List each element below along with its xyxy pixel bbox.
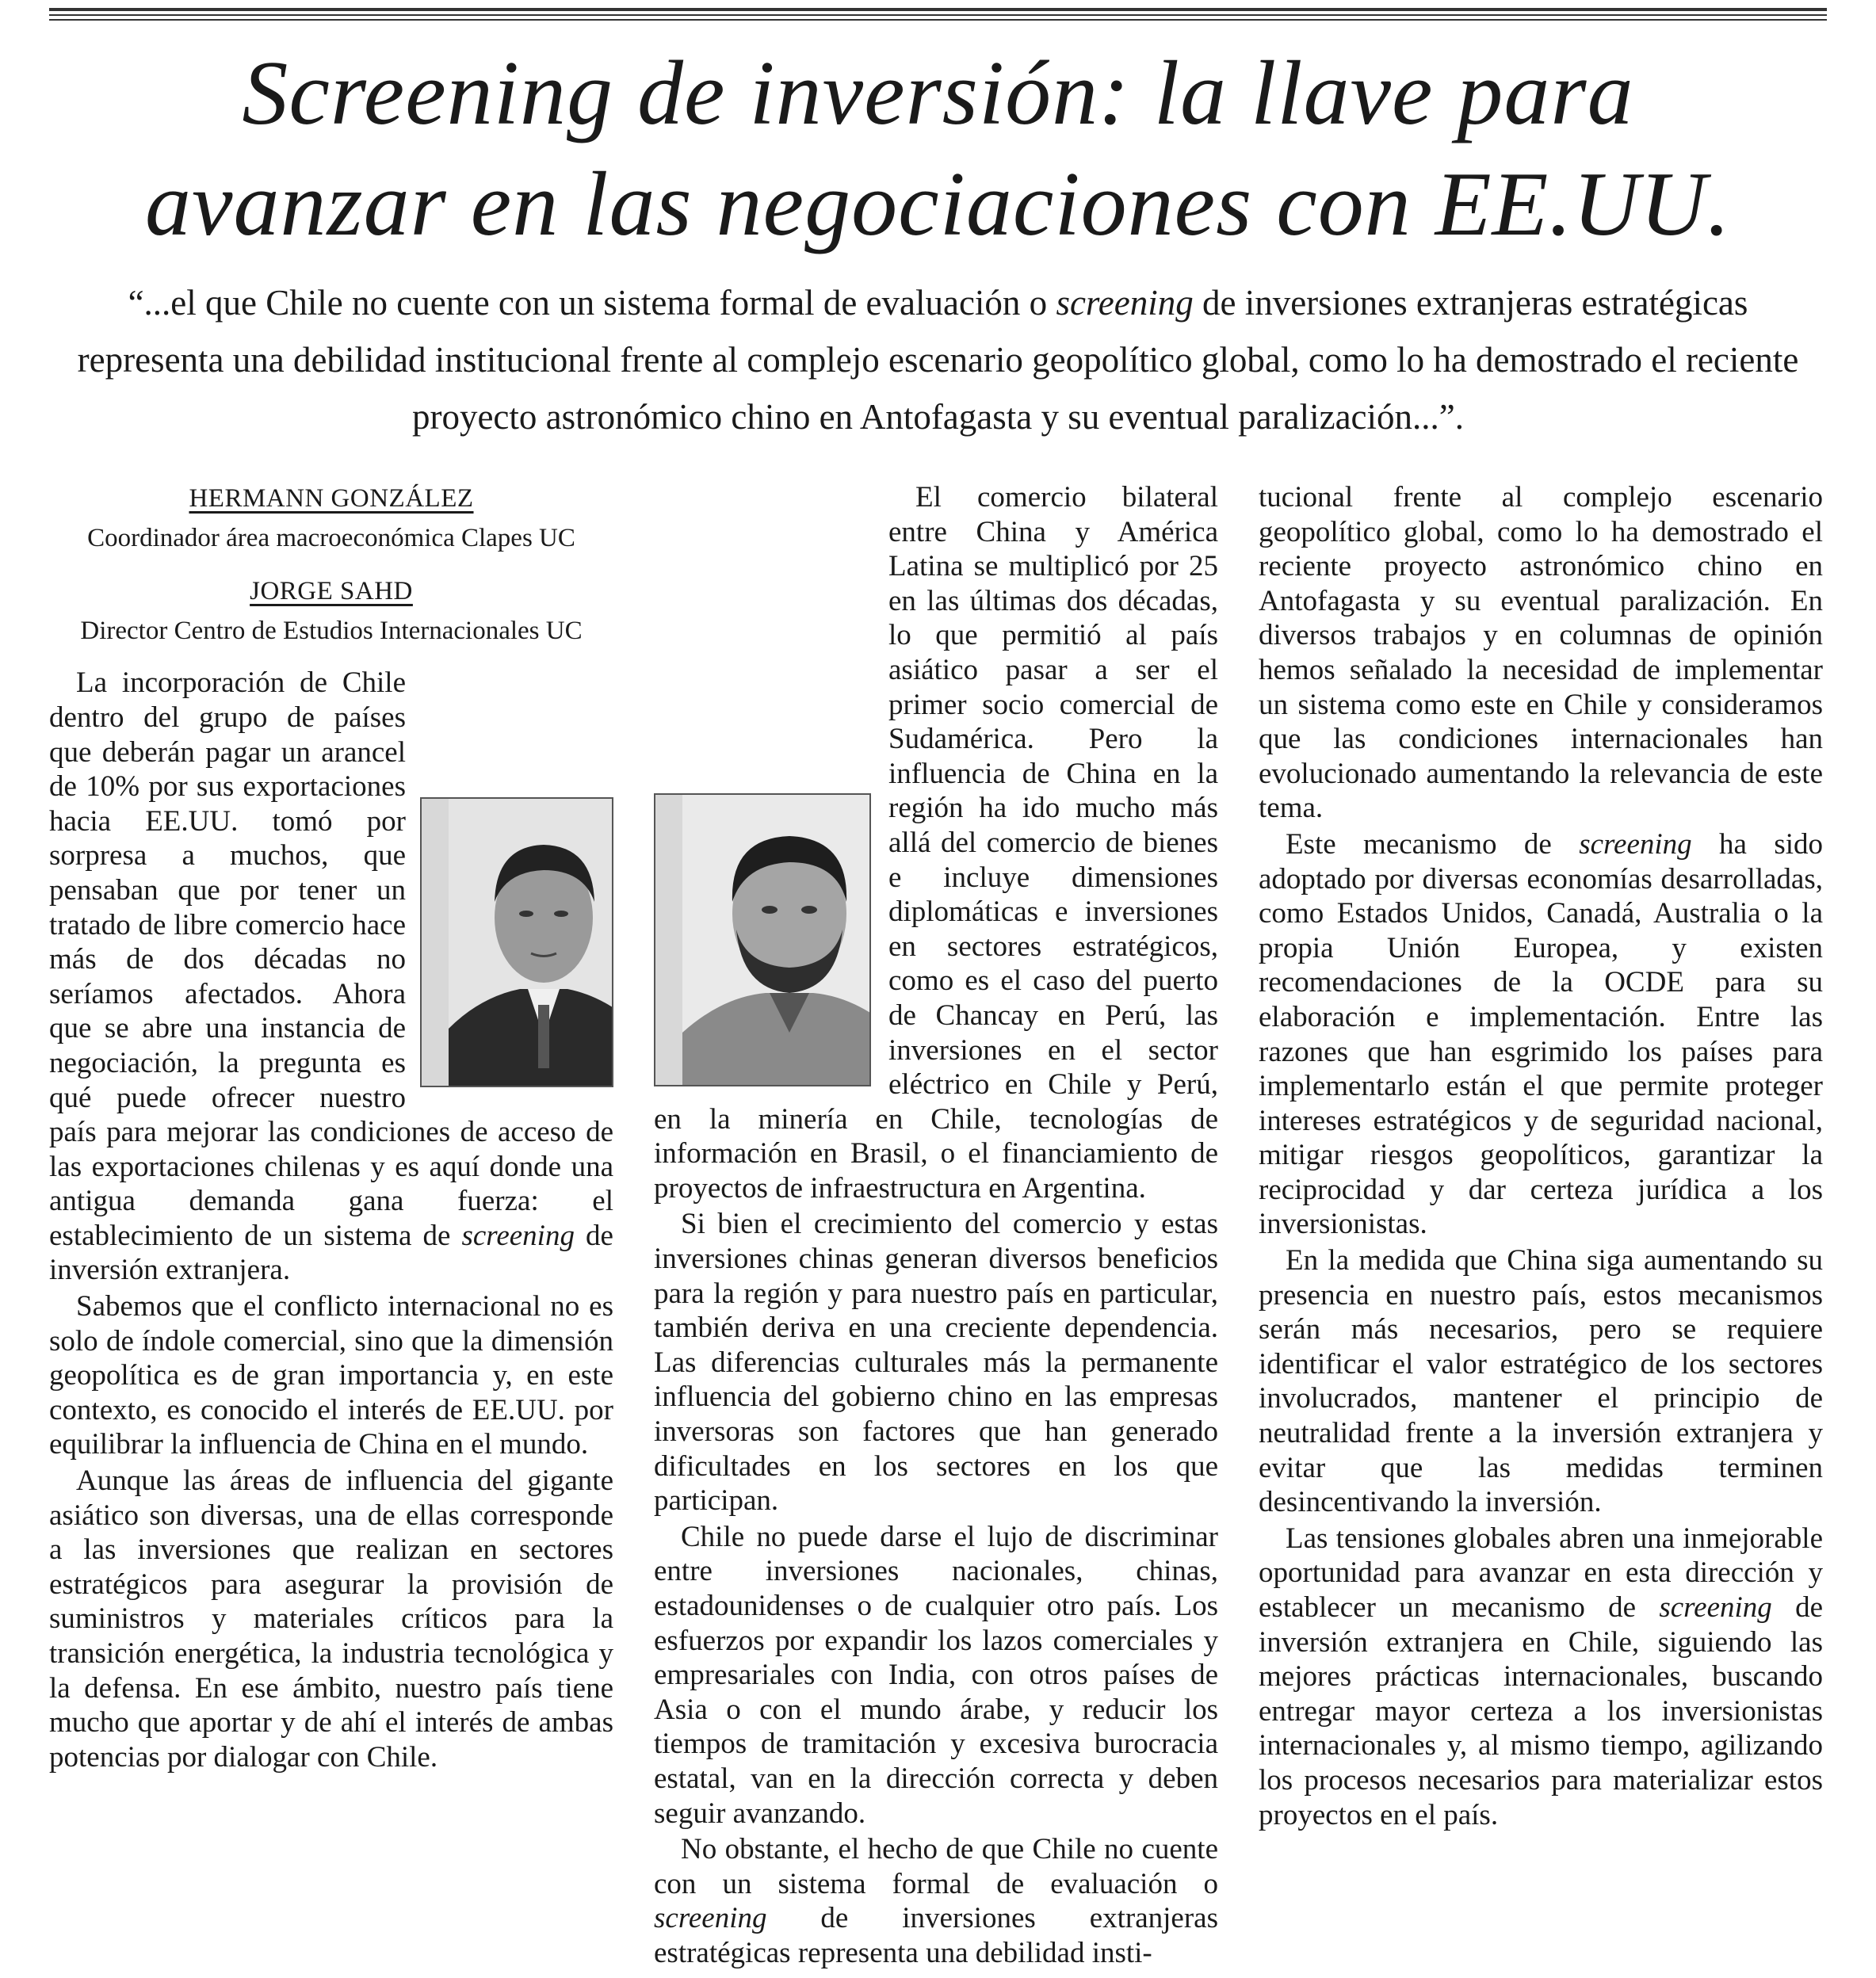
paragraph [1259, 827, 1823, 1242]
text: Las tensiones globales abren una inmejorable oportunidad para avanzar en esta dirección y establecer un mecanismo de [1259, 1522, 1823, 1624]
paragraph [654, 480, 1218, 1205]
lead-quote [54, 274, 1822, 445]
lead-part-1: “...el que Chile no cuente con un sistema formal de evaluación o [128, 283, 1056, 323]
text: La incorporación de Chile dentro del grupo de países que deberán pagar un arancel de 10% por sus exportaciones hacia EE.UU. tomó por sorpresa a muchos, que pensaban que por tener un tratado de libre comercio hace más de dos décadas no seríamos afectados. Ahora que se abre una instancia de negociación, la pregunta es qué puede ofrecer nuestro país para mejorar las condiciones de acceso de las exportaciones chilenas y es aquí donde una antigua demanda gana fuerza: el establecimiento de un sistema de [49, 666, 613, 1252]
text-italic: screening [461, 1219, 575, 1252]
text: El comercio bilateral entre China y América Latina se multiplicó por 25 en las últimas dos décadas, lo que permitió al país asiático pasar a ser el primer socio comercial de Sudamérica. Pero la influencia de China en la región ha ido mucho más allá del comercio de bienes e incluye dimensiones diplomáticas e inversiones en sectores estratégicos, como es el caso del puerto de Chancay en Perú, las inversiones en el sector eléctrico en Chile y Perú, en la minería en Chile, tecnologías de información en Brasil, o el financiamiento de proyectos de infraestructura en Argentina. [654, 481, 1218, 1205]
paragraph: Sabemos que el conflicto internacional no es solo de índole comercial, sino que la dimensión geopolítica es de gran importancia y, en este contexto, es conocido el interés de EE.UU. por equilibrar la influencia de China en el mundo. [49, 1290, 613, 1461]
author-photo-jorge [654, 793, 871, 1086]
headline-line-2: avanzar en las negociaciones con EE.UU. [145, 154, 1731, 255]
text-italic: screening [1659, 1591, 1772, 1624]
top-rule-thin-2 [49, 19, 1827, 21]
text: de inversión extranjera en Chile, siguiendo las mejores prácticas internacionales, buscando entregar mayor certeza a los inversionistas internacionales y, al mismo tiempo, agilizando los procesos necesarios para materializar estos proyectos en el país. [1259, 1591, 1823, 1831]
paragraph [49, 666, 613, 1288]
byline-2 [49, 573, 613, 648]
column-2 [654, 480, 1218, 1972]
text-italic: screening [1579, 827, 1692, 861]
paragraph: Chile no puede darse el lujo de discriminar entre inversiones nacionales, chinas, estadounidenses o de cualquier otro país. Los esfuerzos por expandir los lazos comerciales y empresariales con India, con otros países de Asia o con el mundo árabe, y reducir los tiempos de tramitación y excesiva burocracia estatal, van en la dirección correcta y deben seguir avanzando. [654, 1520, 1218, 1830]
byline-1 [49, 480, 613, 556]
text: No obstante, el hecho de que Chile no cuente con un sistema formal de evaluación o [654, 1833, 1218, 1900]
top-rule-thin [49, 14, 1827, 16]
text-italic: screening [654, 1902, 767, 1935]
paragraph [1259, 1522, 1823, 1832]
author-name: JORGE SAHD [250, 577, 413, 606]
author-role: Coordinador área macroeconómica Clapes UC [87, 523, 575, 552]
paragraph: En la medida que China siga aumentando su presencia en nuestro país, estos mecanismos serán más necesarios, pero se requiere identificar el valor estratégico de los sectores involucrados, mantener el principio de neutralidad frente a la inversión extranjera y evitar que las medidas terminen desincentivando la inversión. [1259, 1244, 1823, 1519]
paragraph [654, 1832, 1218, 1970]
text: de inversión extranjera. [49, 1219, 613, 1287]
column-1 [49, 480, 613, 1776]
top-rule [49, 8, 1827, 11]
paragraph: Aunque las áreas de influencia del gigante asiático son diversas, una de ellas corresponde a las inversiones que realizan en sectores estratégicos para asegurar la provisión de suministros y materiales críticos para la transición energética, la industria tecnológica y la defensa. En ese ámbito, nuestro país tiene mucho que aportar y de ahí el interés de ambas potencias por dialogar con Chile. [49, 1464, 613, 1774]
lead-part-2: de inversiones extranjeras estratégicas representa una debilidad institucional frente al complejo escenario geopolítico global, como lo ha demostrado el reciente proyecto astronómico chino en Antofagasta y su eventual paralización...”. [77, 283, 1799, 437]
author-photo-hermann [420, 797, 613, 1087]
author-name: HERMANN GONZÁLEZ [189, 484, 474, 513]
headline-line-1: Screening de inversión: la llave para [242, 43, 1634, 144]
column-3 [1259, 480, 1823, 1834]
portrait-icon [449, 799, 613, 1086]
portrait-icon [682, 795, 871, 1085]
text: Este mecanismo de [1286, 827, 1580, 861]
lead-italic: screening [1056, 283, 1194, 323]
paragraph: tucional frente al complejo escenario geopolítico global, como lo ha demostrado el reciente proyecto astronómico chino en Antofagasta y su eventual paralización. En diversos trabajos y en columnas de opinión hemos señalado la necesidad de implementar un sistema como este en Chile y consideramos que las condiciones internacionales han evolucionado aumentando la relevancia de este tema. [1259, 481, 1823, 825]
headline [49, 38, 1827, 260]
text: ha sido adoptado por diversas economías desarrolladas, como Estados Unidos, Canadá, Australia o la propia Unión Europea, y existen recomendaciones de la OCDE para su elaboración e implementación. Entre las razones que han esgrimido los países para implementarlo están el que permite proteger intereses estratégicos y de seguridad nacional, mitigar riesgos geopolíticos, garantizar la reciprocidad y dar certeza jurídica a los inversionistas. [1259, 827, 1823, 1241]
text: de inversiones extranjeras estratégicas representa una debilidad insti- [654, 1902, 1218, 1969]
paragraph: Si bien el crecimiento del comercio y estas inversiones chinas generan diversos beneficios para la región y para nuestro país en particular, también deriva en una creciente dependencia. Las diferencias culturales más la permanente influencia del gobierno chino en las empresas inversoras son factores que han generado dificultades en los sectores en los que participan. [654, 1208, 1218, 1518]
author-role: Director Centro de Estudios Internacionales UC [80, 616, 583, 645]
